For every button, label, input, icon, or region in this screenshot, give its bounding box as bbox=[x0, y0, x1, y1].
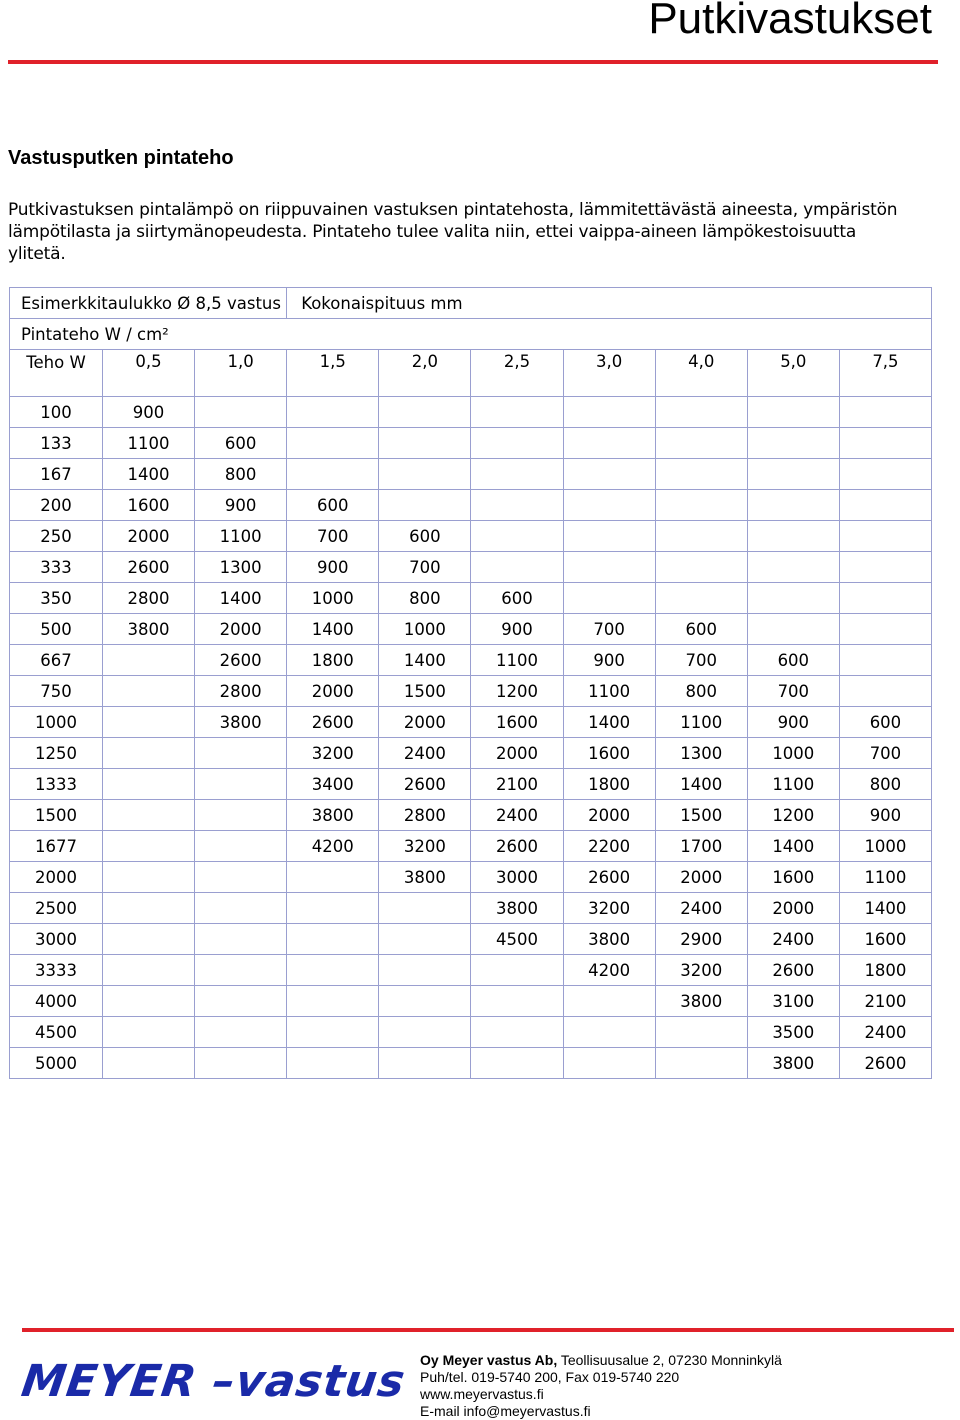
company-name: Oy Meyer vastus Ab, bbox=[420, 1352, 558, 1368]
length-cell: 1400 bbox=[839, 893, 931, 924]
length-cell bbox=[839, 490, 931, 521]
length-cell: 1600 bbox=[103, 490, 195, 521]
length-label: Kokonaispituus mm bbox=[287, 288, 932, 319]
length-cell: 1100 bbox=[747, 769, 839, 800]
length-cell bbox=[103, 955, 195, 986]
length-cell bbox=[655, 583, 747, 614]
length-cell: 1100 bbox=[655, 707, 747, 738]
length-cell bbox=[747, 521, 839, 552]
length-cell bbox=[747, 614, 839, 645]
company-address: Teollisuusalue 2, 07230 Monninkylä bbox=[557, 1352, 782, 1368]
length-cell: 1200 bbox=[747, 800, 839, 831]
length-cell: 3800 bbox=[655, 986, 747, 1017]
length-cell bbox=[287, 986, 379, 1017]
length-cell bbox=[839, 397, 931, 428]
power-cell: 1500 bbox=[10, 800, 103, 831]
length-cell bbox=[563, 1017, 655, 1048]
table-row bbox=[10, 397, 932, 428]
length-cell: 600 bbox=[287, 490, 379, 521]
length-cell bbox=[563, 459, 655, 490]
length-cell: 1500 bbox=[379, 676, 471, 707]
table-row bbox=[10, 738, 932, 769]
contact-phone: Puh/tel. 019-5740 200, Fax 019-5740 220 bbox=[420, 1369, 680, 1385]
length-cell bbox=[287, 459, 379, 490]
length-cell bbox=[287, 955, 379, 986]
power-cell: 1677 bbox=[10, 831, 103, 862]
length-cell bbox=[655, 1048, 747, 1079]
length-cell bbox=[195, 1048, 287, 1079]
table-row bbox=[10, 614, 932, 645]
length-cell: 1800 bbox=[563, 769, 655, 800]
length-cell bbox=[287, 397, 379, 428]
length-cell: 4200 bbox=[287, 831, 379, 862]
length-cell bbox=[287, 924, 379, 955]
length-cell bbox=[379, 428, 471, 459]
length-cell: 3200 bbox=[655, 955, 747, 986]
contact-block bbox=[420, 1352, 782, 1420]
length-cell bbox=[195, 986, 287, 1017]
length-cell bbox=[195, 738, 287, 769]
table-caption: Esimerkkitaulukko Ø 8,5 vastus bbox=[10, 288, 287, 319]
length-cell bbox=[839, 521, 931, 552]
length-cell: 3200 bbox=[379, 831, 471, 862]
power-cell: 167 bbox=[10, 459, 103, 490]
length-cell: 1400 bbox=[379, 645, 471, 676]
length-cell: 3800 bbox=[103, 614, 195, 645]
length-cell bbox=[103, 893, 195, 924]
length-cell: 900 bbox=[747, 707, 839, 738]
column-header: 2,0 bbox=[379, 350, 471, 397]
length-cell: 800 bbox=[195, 459, 287, 490]
power-cell: 2000 bbox=[10, 862, 103, 893]
length-cell bbox=[103, 831, 195, 862]
table-row bbox=[10, 459, 932, 490]
length-cell bbox=[655, 428, 747, 459]
length-cell: 1100 bbox=[471, 645, 563, 676]
length-cell: 1000 bbox=[839, 831, 931, 862]
table-row bbox=[10, 428, 932, 459]
length-cell bbox=[103, 707, 195, 738]
length-cell: 3200 bbox=[287, 738, 379, 769]
length-cell: 1400 bbox=[655, 769, 747, 800]
unit-label: Pintateho W / cm² bbox=[10, 319, 932, 350]
company-logo: MEYER –vastus bbox=[18, 1356, 409, 1407]
length-cell bbox=[747, 583, 839, 614]
length-cell bbox=[747, 552, 839, 583]
power-cell: 667 bbox=[10, 645, 103, 676]
length-cell: 2200 bbox=[563, 831, 655, 862]
length-cell bbox=[103, 676, 195, 707]
length-cell bbox=[839, 552, 931, 583]
length-cell: 1500 bbox=[655, 800, 747, 831]
length-cell bbox=[563, 521, 655, 552]
length-cell: 2000 bbox=[747, 893, 839, 924]
length-cell: 3800 bbox=[563, 924, 655, 955]
length-cell bbox=[563, 1048, 655, 1079]
column-header: 5,0 bbox=[747, 350, 839, 397]
column-header: 3,0 bbox=[563, 350, 655, 397]
length-cell bbox=[839, 428, 931, 459]
length-cell: 1200 bbox=[471, 676, 563, 707]
length-cell: 1600 bbox=[471, 707, 563, 738]
column-header: 2,5 bbox=[471, 350, 563, 397]
length-cell: 700 bbox=[655, 645, 747, 676]
length-cell: 700 bbox=[839, 738, 931, 769]
length-cell bbox=[379, 986, 471, 1017]
table-row bbox=[10, 521, 932, 552]
length-cell bbox=[471, 1048, 563, 1079]
length-cell: 2400 bbox=[839, 1017, 931, 1048]
length-cell bbox=[471, 1017, 563, 1048]
power-cell: 2500 bbox=[10, 893, 103, 924]
table-row bbox=[10, 552, 932, 583]
length-cell: 700 bbox=[379, 552, 471, 583]
length-cell bbox=[563, 552, 655, 583]
length-cell: 900 bbox=[471, 614, 563, 645]
length-cell: 1400 bbox=[563, 707, 655, 738]
length-cell: 3800 bbox=[195, 707, 287, 738]
length-cell: 2000 bbox=[195, 614, 287, 645]
length-cell: 2000 bbox=[563, 800, 655, 831]
length-cell: 1400 bbox=[287, 614, 379, 645]
length-cell: 1700 bbox=[655, 831, 747, 862]
length-cell bbox=[471, 459, 563, 490]
power-cell: 250 bbox=[10, 521, 103, 552]
length-cell: 1800 bbox=[287, 645, 379, 676]
table-caption-row bbox=[10, 288, 932, 319]
length-cell: 1100 bbox=[195, 521, 287, 552]
length-cell: 4200 bbox=[563, 955, 655, 986]
length-cell bbox=[747, 459, 839, 490]
length-cell bbox=[839, 459, 931, 490]
length-cell bbox=[195, 955, 287, 986]
length-cell bbox=[287, 862, 379, 893]
length-cell: 600 bbox=[471, 583, 563, 614]
length-cell bbox=[563, 490, 655, 521]
length-cell bbox=[379, 1017, 471, 1048]
length-cell: 900 bbox=[195, 490, 287, 521]
length-cell bbox=[195, 1017, 287, 1048]
power-cell: 333 bbox=[10, 552, 103, 583]
length-cell: 700 bbox=[287, 521, 379, 552]
length-cell: 2600 bbox=[471, 831, 563, 862]
intro-paragraph: Putkivastuksen pintalämpö on riippuvainen vastuksen pintatehosta, lämmitettävästä aineesta, ympäristön lämpötilasta ja siirtymänopeudesta. Pintateho tulee valita niin, ettei vaippa-aineen lämpökestoisuutta ylitetä. bbox=[8, 200, 898, 264]
length-cell bbox=[563, 986, 655, 1017]
power-cell: 1250 bbox=[10, 738, 103, 769]
length-cell: 1600 bbox=[839, 924, 931, 955]
length-cell bbox=[563, 583, 655, 614]
length-cell: 2600 bbox=[379, 769, 471, 800]
length-cell: 4500 bbox=[471, 924, 563, 955]
length-cell bbox=[655, 521, 747, 552]
table-row bbox=[10, 862, 932, 893]
length-cell: 1100 bbox=[839, 862, 931, 893]
length-cell bbox=[471, 986, 563, 1017]
column-header: 1,5 bbox=[287, 350, 379, 397]
length-cell bbox=[195, 862, 287, 893]
table-row bbox=[10, 831, 932, 862]
table-row bbox=[10, 986, 932, 1017]
length-cell: 2400 bbox=[379, 738, 471, 769]
length-cell: 3800 bbox=[471, 893, 563, 924]
length-cell: 900 bbox=[287, 552, 379, 583]
length-cell: 1600 bbox=[747, 862, 839, 893]
unit-label-row bbox=[10, 319, 932, 350]
table-row bbox=[10, 924, 932, 955]
length-cell bbox=[103, 862, 195, 893]
length-cell: 1100 bbox=[103, 428, 195, 459]
table-row bbox=[10, 955, 932, 986]
length-cell bbox=[195, 924, 287, 955]
page-title: Putkivastukset bbox=[648, 0, 932, 43]
length-cell: 900 bbox=[103, 397, 195, 428]
length-cell: 2000 bbox=[471, 738, 563, 769]
column-header: 1,0 bbox=[195, 350, 287, 397]
length-cell bbox=[195, 397, 287, 428]
contact-email[interactable]: E-mail info@meyervastus.fi bbox=[420, 1403, 591, 1419]
power-cell: 100 bbox=[10, 397, 103, 428]
length-cell: 2000 bbox=[103, 521, 195, 552]
length-cell: 2600 bbox=[839, 1048, 931, 1079]
length-cell: 2600 bbox=[563, 862, 655, 893]
length-cell: 2600 bbox=[747, 955, 839, 986]
length-cell: 2000 bbox=[287, 676, 379, 707]
length-cell: 1400 bbox=[747, 831, 839, 862]
power-cell: 350 bbox=[10, 583, 103, 614]
length-cell bbox=[379, 924, 471, 955]
section-heading: Vastusputken pintateho bbox=[8, 147, 234, 169]
length-cell: 800 bbox=[379, 583, 471, 614]
length-cell bbox=[839, 583, 931, 614]
length-cell: 2800 bbox=[195, 676, 287, 707]
power-cell: 3333 bbox=[10, 955, 103, 986]
length-cell bbox=[471, 552, 563, 583]
power-cell: 1000 bbox=[10, 707, 103, 738]
length-cell bbox=[471, 490, 563, 521]
length-cell bbox=[655, 397, 747, 428]
length-cell bbox=[747, 397, 839, 428]
length-cell bbox=[103, 800, 195, 831]
power-cell: 4500 bbox=[10, 1017, 103, 1048]
length-cell: 3800 bbox=[747, 1048, 839, 1079]
length-cell bbox=[747, 490, 839, 521]
length-cell bbox=[379, 490, 471, 521]
length-cell bbox=[379, 955, 471, 986]
length-cell bbox=[195, 831, 287, 862]
length-cell bbox=[655, 459, 747, 490]
length-cell bbox=[471, 428, 563, 459]
column-header-row bbox=[10, 350, 932, 397]
power-density-table bbox=[9, 287, 932, 1079]
length-cell bbox=[379, 893, 471, 924]
length-cell bbox=[379, 1048, 471, 1079]
length-cell bbox=[563, 397, 655, 428]
length-cell: 2400 bbox=[655, 893, 747, 924]
table-row bbox=[10, 769, 932, 800]
length-cell bbox=[103, 769, 195, 800]
length-cell: 1000 bbox=[287, 583, 379, 614]
length-cell: 900 bbox=[563, 645, 655, 676]
length-cell: 2000 bbox=[379, 707, 471, 738]
length-cell: 1100 bbox=[563, 676, 655, 707]
contact-web[interactable]: www.meyervastus.fi bbox=[420, 1386, 544, 1402]
power-cell: 750 bbox=[10, 676, 103, 707]
power-cell: 5000 bbox=[10, 1048, 103, 1079]
length-cell: 3100 bbox=[747, 986, 839, 1017]
length-cell: 1400 bbox=[103, 459, 195, 490]
column-header: 0,5 bbox=[103, 350, 195, 397]
length-cell bbox=[195, 893, 287, 924]
table-row bbox=[10, 1048, 932, 1079]
length-cell bbox=[103, 986, 195, 1017]
length-cell: 2600 bbox=[287, 707, 379, 738]
table-row bbox=[10, 676, 932, 707]
length-cell: 800 bbox=[655, 676, 747, 707]
length-cell: 600 bbox=[379, 521, 471, 552]
length-cell: 700 bbox=[747, 676, 839, 707]
table-row bbox=[10, 707, 932, 738]
power-cell: 4000 bbox=[10, 986, 103, 1017]
length-cell: 2100 bbox=[839, 986, 931, 1017]
length-cell bbox=[471, 521, 563, 552]
length-cell bbox=[103, 924, 195, 955]
length-cell bbox=[471, 955, 563, 986]
length-cell: 2600 bbox=[195, 645, 287, 676]
length-cell: 1800 bbox=[839, 955, 931, 986]
length-cell: 2100 bbox=[471, 769, 563, 800]
length-cell bbox=[655, 490, 747, 521]
table-row bbox=[10, 893, 932, 924]
length-cell bbox=[471, 397, 563, 428]
length-cell: 900 bbox=[839, 800, 931, 831]
length-cell: 700 bbox=[563, 614, 655, 645]
contact-address-line bbox=[420, 1352, 782, 1369]
top-divider bbox=[8, 60, 938, 64]
table-row bbox=[10, 1017, 932, 1048]
length-cell: 2800 bbox=[379, 800, 471, 831]
length-cell bbox=[195, 800, 287, 831]
length-cell bbox=[747, 428, 839, 459]
length-cell: 600 bbox=[195, 428, 287, 459]
column-header: 4,0 bbox=[655, 350, 747, 397]
length-cell bbox=[655, 552, 747, 583]
length-cell bbox=[839, 645, 931, 676]
length-cell: 1400 bbox=[195, 583, 287, 614]
length-cell: 3000 bbox=[471, 862, 563, 893]
length-cell: 2800 bbox=[103, 583, 195, 614]
length-cell: 3400 bbox=[287, 769, 379, 800]
column-header: 7,5 bbox=[839, 350, 931, 397]
bottom-divider bbox=[22, 1328, 954, 1332]
length-cell: 2000 bbox=[655, 862, 747, 893]
length-cell bbox=[103, 1017, 195, 1048]
length-cell bbox=[839, 676, 931, 707]
power-cell: 133 bbox=[10, 428, 103, 459]
length-cell: 3200 bbox=[563, 893, 655, 924]
length-cell: 600 bbox=[839, 707, 931, 738]
length-cell bbox=[379, 397, 471, 428]
length-cell: 1300 bbox=[655, 738, 747, 769]
length-cell bbox=[655, 1017, 747, 1048]
length-cell: 1000 bbox=[747, 738, 839, 769]
length-cell: 800 bbox=[839, 769, 931, 800]
length-cell bbox=[287, 1048, 379, 1079]
length-cell: 1300 bbox=[195, 552, 287, 583]
length-cell bbox=[103, 645, 195, 676]
power-column-header: Teho W bbox=[10, 350, 103, 397]
length-cell: 600 bbox=[655, 614, 747, 645]
table-row bbox=[10, 800, 932, 831]
length-cell bbox=[839, 614, 931, 645]
power-cell: 3000 bbox=[10, 924, 103, 955]
length-cell bbox=[287, 428, 379, 459]
length-cell: 600 bbox=[747, 645, 839, 676]
length-cell: 3800 bbox=[287, 800, 379, 831]
table-row bbox=[10, 583, 932, 614]
power-cell: 500 bbox=[10, 614, 103, 645]
length-cell bbox=[287, 893, 379, 924]
length-cell bbox=[287, 1017, 379, 1048]
power-cell: 1333 bbox=[10, 769, 103, 800]
length-cell: 2400 bbox=[471, 800, 563, 831]
length-cell bbox=[563, 428, 655, 459]
length-cell bbox=[103, 1048, 195, 1079]
length-cell bbox=[103, 738, 195, 769]
table-row bbox=[10, 490, 932, 521]
length-cell: 1600 bbox=[563, 738, 655, 769]
length-cell: 2900 bbox=[655, 924, 747, 955]
length-cell bbox=[195, 769, 287, 800]
length-cell: 3500 bbox=[747, 1017, 839, 1048]
table-row bbox=[10, 645, 932, 676]
length-cell: 2400 bbox=[747, 924, 839, 955]
length-cell bbox=[379, 459, 471, 490]
length-cell: 3800 bbox=[379, 862, 471, 893]
power-cell: 200 bbox=[10, 490, 103, 521]
length-cell: 2600 bbox=[103, 552, 195, 583]
length-cell: 1000 bbox=[379, 614, 471, 645]
